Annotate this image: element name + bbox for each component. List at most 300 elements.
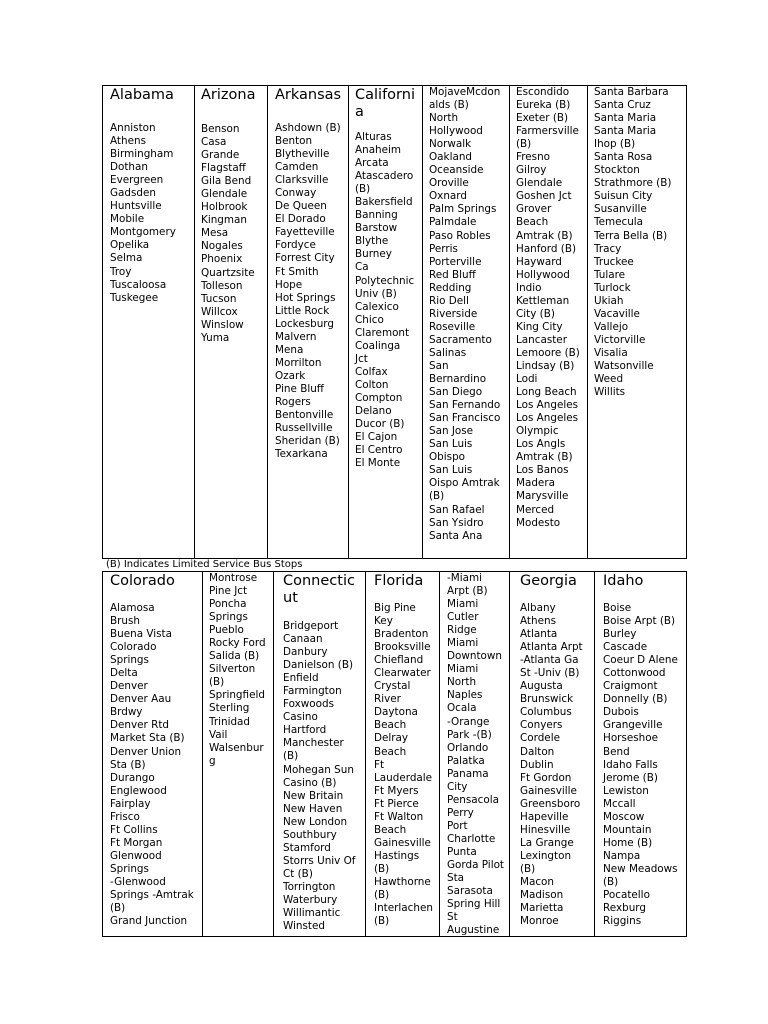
city-item: Grover [516,203,552,216]
city-item: Goshen Jct [516,190,572,203]
column-colorado-continued [202,572,273,936]
city-item: Danielson (B) [283,659,354,672]
city-item: Ft Pierce [374,797,419,810]
city-item: Vallejo [594,320,629,333]
city-item: Springfield [209,689,265,702]
city-item: Springs -Amtrak [110,889,194,902]
city-item: Alamosa [110,602,155,614]
city-item: (B) [110,902,126,915]
state-header-arkansas: Arkansas [275,87,342,103]
city-item: Anaheim [355,144,402,157]
city-item: Roseville [429,320,476,333]
state-header-georgia: Georgia [520,573,577,589]
city-item: River [374,693,401,706]
city-item: Ft Collins [110,823,158,836]
city-item: Arpt (B) [447,585,488,598]
city-item: Casino (B) [283,776,337,789]
city-item: Denver Rtd [110,719,169,732]
city-item: Market Sta (B) [110,732,185,745]
city-item: Craigmont [603,680,658,693]
column-arizona [194,86,267,558]
city-item: Hayward [516,255,562,268]
city-item: Gainesville [374,836,431,849]
city-item: Miami [447,598,479,611]
city-item: Ukiah [594,294,624,307]
city-item: Banning [355,209,398,222]
city-item: Brooksville [374,641,431,654]
city-item: Sheridan (B) [275,435,340,448]
city-item: Glendale [516,177,563,190]
city-item: Tracy [594,242,622,255]
city-item: Anniston [110,122,156,134]
city-item: Boise [603,602,632,614]
city-item: Grand Junction [110,915,188,928]
city-item: San Luis [429,438,473,451]
city-item: Pine Jct [209,585,248,598]
city-item: (B) [520,862,536,875]
city-item: Horseshoe [603,732,658,745]
state-header-idaho: Idaho [603,573,644,589]
city-item: Bentonville [275,409,334,422]
city-item: Opelika [110,239,150,252]
city-item: Jct [355,352,368,365]
city-item: Santa Barbara [594,86,669,98]
city-item: Olympic [516,425,559,438]
city-item: Pocatello [603,889,650,902]
state-header-california: California [355,87,415,120]
city-item: Hollywood [429,125,483,138]
city-item: Lemoore (B) [516,346,580,359]
city-item: Weed [594,373,624,386]
city-item: Lindsay (B) [516,359,575,372]
city-item: Springs [110,654,149,667]
city-item: Los Angls [516,438,566,451]
city-item: Long Beach [516,386,577,399]
city-list-colorado [110,602,202,928]
city-item: Chiefland [374,654,424,667]
city-item: Hanford (B) [516,242,577,255]
city-item: Athens [520,615,556,628]
city-item: Oakland [429,151,472,164]
city-item: Santa Ana [429,529,483,542]
city-item: Escondido [516,86,570,98]
city-item: Tulare [594,268,626,281]
city-list-alabama [110,122,194,305]
city-item: Paso Robles [429,229,491,242]
city-item: Sta (B) [110,758,146,771]
city-item: Arcata [355,157,389,170]
city-item: Idaho Falls [603,758,658,771]
city-item: La Grange [520,836,574,849]
city-item: Rio Dell [429,294,469,307]
city-item: Cascade [603,641,648,654]
city-item: Salida (B) [209,650,260,663]
city-item: Victorville [594,333,646,346]
city-item: Willits [594,386,626,399]
column-florida [365,572,439,936]
city-item: Bakersfield [355,196,413,209]
city-item: Ft [374,758,385,771]
city-item: Daytona [374,706,418,719]
city-item: Pensacola [447,793,499,806]
state-table-top [102,85,687,559]
city-item: Oceanside [429,164,484,177]
city-item: Birmingham [110,148,174,161]
city-item: Enfield [283,672,319,685]
city-item: Los Angeles [516,412,579,425]
city-item: El Dorado [275,213,326,226]
city-item: Marietta [520,902,564,915]
city-item: Turlock [594,281,631,294]
city-item: Panama [447,767,489,780]
city-list-arkansas [275,122,348,461]
city-item: (B) [374,862,390,875]
city-item: Fordyce [275,239,316,252]
state-header-connecticut: Connecticut [283,573,355,606]
city-item: Redding [429,281,472,294]
city-item: Hapeville [520,810,569,823]
city-item: Manchester [283,737,344,750]
city-list-california-1 [429,86,509,543]
city-item: San Luis [429,464,473,477]
column-idaho [594,572,686,936]
city-item: Norwalk [429,138,472,151]
city-item: Charlotte [447,832,496,845]
city-item: Barstow [355,222,398,235]
city-item: Southbury [283,828,337,841]
city-item: Truckee [594,255,634,268]
city-item: Forrest City [275,252,335,265]
city-item: Oroville [429,177,469,190]
city-item: Burney [355,248,392,261]
city-item: Mena [275,343,304,356]
city-item: Silverton [209,663,256,676]
city-item: Perry [447,806,474,819]
city-item: Lexington [520,849,572,862]
city-item: Clarksville [275,174,329,187]
city-item: Riggins [603,915,642,928]
city-item: Beach [374,745,407,758]
city-item: Fairplay [110,797,151,810]
column-colorado [103,572,202,936]
city-item: Montrose [209,572,258,584]
city-item: Alturas [355,131,392,143]
city-item: City (B) [516,307,555,320]
city-item: Clearwater [374,667,431,680]
city-item: Delta [110,667,138,680]
city-item: Blytheville [275,148,330,161]
city-item: MojaveMcdon [429,86,501,98]
city-item: Sta [447,872,465,885]
city-item: Beach [374,719,407,732]
city-item: Flagstaff [201,162,246,175]
city-item: Jerome (B) [603,771,658,784]
city-item: Russellville [275,422,333,435]
city-item: Monroe [520,915,559,928]
city-item: g [209,754,216,767]
city-item: Punta [447,845,477,858]
city-list-georgia [520,602,594,928]
city-item: Orlando [447,741,489,754]
city-item: Los Banos [516,464,569,477]
city-item: Gilroy [516,164,547,177]
city-item: Troy [110,265,132,278]
city-item: North [429,112,459,125]
city-item: Los Angeles [516,399,579,412]
city-item: Macon [520,875,554,888]
city-item: New Haven [283,802,343,815]
column-alabama [103,86,194,558]
column-georgia [509,572,594,936]
city-item: Cottonwood [603,667,666,680]
city-item: Evergreen [110,174,164,187]
city-item: Casa [201,136,227,149]
city-item: New Meadows [603,862,678,875]
city-item: Brdwy [110,706,143,719]
city-item: Little Rock [275,304,330,317]
city-item: Oispo Amtrak [429,477,500,490]
city-item: Big Pine [374,602,416,614]
city-item: Durango [110,771,155,784]
city-item: San Ysidro [429,516,484,529]
city-item: Poncha [209,598,247,611]
city-item: Santa Maria [594,125,657,138]
city-item: Tuscaloosa [110,278,167,291]
city-item: Claremont [355,326,410,339]
city-item: Oxnard [429,190,467,203]
city-item: Atlanta [520,628,558,641]
city-item: Pueblo [209,624,244,637]
city-item: Visalia [594,346,628,359]
city-item: San Francisco [429,412,501,425]
city-item: Miami [447,663,479,676]
city-item: Colfax [355,365,388,378]
city-item: Ocala [447,702,477,715]
city-item: Canaan [283,633,323,646]
city-item: Glenwood [110,849,162,862]
city-item: Port [447,819,468,832]
city-item: Willcox [201,305,238,318]
city-item: Hastings [374,849,420,862]
city-item: (B) [516,138,532,151]
city-item: Ca [355,261,369,274]
city-item: -Atlanta Ga [520,654,579,667]
city-item: Willimantic [283,907,341,920]
city-item: (B) [283,750,299,763]
city-item: Eureka (B) [516,99,571,112]
city-item: Beach [516,216,549,229]
city-item: Cutler [447,611,479,624]
city-list-colorado-1 [209,572,273,768]
column-florida-continued [439,572,509,936]
city-item: Strathmore (B) [594,177,672,190]
city-item: Kettleman [516,294,570,307]
city-item: Madison [520,889,564,902]
city-item: Conyers [520,719,563,732]
city-item: Ft Gordon [520,771,572,784]
city-item: Riverside [429,307,478,320]
city-item: Modesto [516,516,561,529]
city-item: Temecula [594,216,644,229]
city-item: San Rafael [429,503,485,516]
city-item: Susanville [594,203,647,216]
city-item: Columbus [520,706,572,719]
city-item: Brush [110,615,140,628]
city-item: Atascadero [355,170,414,183]
city-item: Miami [447,637,479,650]
city-item: Ozark [275,369,306,382]
city-item: Santa Maria [594,112,657,125]
city-list-california [355,131,422,470]
city-item: Casino [283,711,318,724]
city-list-idaho [603,602,686,928]
city-item: Downtown [447,650,502,663]
city-item: Danbury [283,646,328,659]
state-header-alabama: Alabama [110,87,174,103]
city-item: Huntsville [110,200,162,213]
city-item: (B) [429,490,445,503]
city-item: Ft Morgan [110,836,163,849]
city-item: Hope [275,278,303,291]
city-item: Vacaville [594,307,640,320]
city-item: Park -(B) [447,728,492,741]
city-item: Madera [516,477,555,490]
column-california-continued-1 [422,86,509,558]
city-item: Stamford [283,841,331,854]
city-item: Fresno [516,151,551,164]
city-item: Grangeville [603,719,663,732]
city-item: El Centro [355,444,403,457]
city-item: Waterbury [283,893,338,906]
city-item: Conway [275,187,317,200]
city-item: Palmdale [429,216,477,229]
city-item: Atlanta Arpt [520,641,583,654]
city-item: Moscow [603,810,645,823]
city-item: Springs [209,611,248,624]
city-item: Hinesville [520,823,571,836]
city-item: Gila Bend [201,175,252,188]
city-item: Phoenix [201,253,243,266]
city-item: Palm Springs [429,203,497,216]
city-item: Exeter (B) [516,112,569,125]
city-item: Stockton [594,164,640,177]
city-item: Lockesburg [275,317,334,330]
column-california-continued-3 [587,86,686,558]
column-connecticut [273,572,365,936]
city-item: (B) [603,875,619,888]
city-item: Grande [201,149,240,162]
city-item: Augusta [520,680,563,693]
city-item: Lewiston [603,784,649,797]
city-item: Polytechnic [355,274,415,287]
city-item: Gainesville [520,784,577,797]
city-item: City [447,780,468,793]
city-item: Ridge [447,624,477,637]
city-item: Blythe [355,235,389,248]
city-item: Denver Aau [110,693,172,706]
city-item: Mobile [110,213,145,226]
city-item: Delray [374,732,409,745]
city-item: New Britain [283,789,344,802]
city-item: Quartzsite [201,266,255,279]
city-item: Mountain [603,823,652,836]
city-item: Texarkana [275,448,328,461]
city-item: Coeur D Alene [603,654,678,667]
city-item: Coalinga [355,339,401,352]
city-item: Bend [603,745,630,758]
city-item: Camden [275,161,319,174]
city-item: Denver [110,680,148,693]
city-item: Walsenbur [209,741,264,754]
city-item: Interlachen [374,902,433,915]
city-item: -Miami [447,572,482,584]
city-item: Gorda Pilot [447,859,505,872]
city-item: Benton [275,135,313,148]
city-item: Pine Bluff [275,382,324,395]
city-item: Hot Springs [275,291,336,304]
city-item: Mccall [603,797,636,810]
city-item: Ft Myers [374,784,419,797]
city-item: Vail [209,728,228,741]
city-item: Farmersville [516,125,579,138]
city-item: Fayetteville [275,226,335,239]
city-item: Burley [603,628,637,641]
city-item: Winslow [201,318,244,331]
city-item: Dubois [603,706,639,719]
city-item: Sacramento [429,333,492,346]
city-item: Sterling [209,702,250,715]
city-item: Naples [447,689,483,702]
city-item: Indio [516,281,542,294]
city-item: -Glenwood [110,875,166,888]
city-item: Ct (B) [283,867,313,880]
city-item: Lodi [516,373,538,386]
state-table-bottom [102,571,687,937]
city-item: Morrilton [275,356,322,369]
city-item: New London [283,815,348,828]
city-item: Home (B) [603,836,653,849]
city-item: St [447,911,458,924]
city-item: Lauderdale [374,771,433,784]
city-item: Salinas [429,346,467,359]
city-item: Rexburg [603,902,646,915]
city-list-florida [374,602,439,928]
city-item: (B) [209,676,225,689]
city-item: Cordele [520,732,560,745]
city-item: Glendale [201,188,248,201]
city-item: Kingman [201,214,247,227]
city-item: Dothan [110,161,148,174]
city-item: Donnelly (B) [603,693,668,706]
city-item: Colorado [110,641,157,654]
city-item: -Orange [447,715,490,728]
column-arkansas [267,86,348,558]
city-item: Univ (B) [355,287,397,300]
city-item: Porterville [429,255,482,268]
city-item: Trinidad [209,715,251,728]
city-item: Key [374,615,393,628]
city-item: Hawthorne [374,875,431,888]
state-header-florida: Florida [374,573,424,589]
city-item: Denver Union [110,745,182,758]
state-header-arizona: Arizona [201,87,256,103]
city-item: Lancaster [516,333,567,346]
city-item: Hollywood [516,268,570,281]
state-header-colorado: Colorado [110,573,175,589]
city-item: Springs [110,862,149,875]
city-item: Tuskegee [110,291,159,304]
city-item: Ft Smith [275,265,319,278]
